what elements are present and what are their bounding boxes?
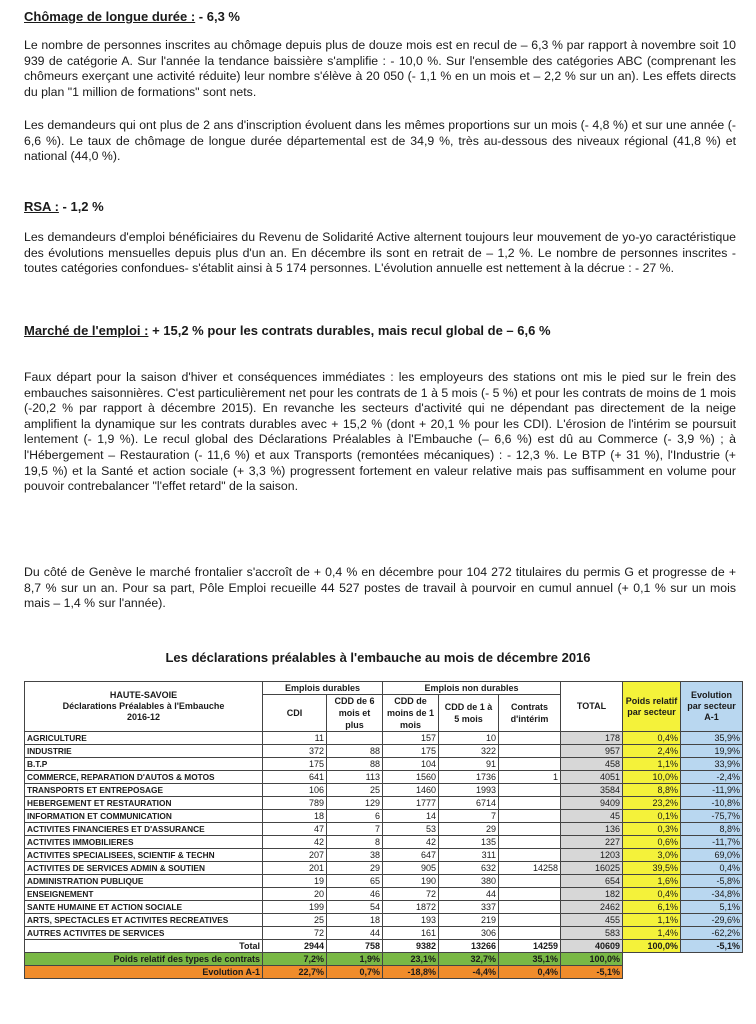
col-header-cdd15: CDD de 1 à 5 mois (439, 695, 499, 732)
table-row (25, 771, 743, 784)
table-row (25, 888, 743, 901)
sector-label: B.T.P (25, 758, 263, 771)
cell-interim (499, 784, 561, 797)
cell-evol: 33,9% (681, 758, 743, 771)
table-row (25, 836, 743, 849)
poids-row-label: Poids relatif des types de contrats (25, 953, 263, 966)
cell-cdi: 201 (263, 862, 327, 875)
empty-cell (623, 953, 681, 966)
cell-poids: 6,1% (623, 901, 681, 914)
cell-cdd1m: 190 (383, 875, 439, 888)
cell-cdd15: 1736 (439, 771, 499, 784)
sector-label: ARTS, SPECTACLES ET ACTIVITES RECREATIVES (25, 914, 263, 927)
section-value: - 6,3 % (195, 9, 240, 24)
col-header-cdi: CDI (263, 695, 327, 732)
cell-poids: 39,5% (623, 862, 681, 875)
section-title: Marché de l'emploi : (24, 323, 149, 338)
total-poids: 100,0% (623, 940, 681, 953)
corner-line: HAUTE-SAVOIE (109, 690, 178, 700)
cell-poids: 10,0% (623, 771, 681, 784)
cell-total: 1203 (561, 849, 623, 862)
cell-cdd6: 46 (327, 888, 383, 901)
sector-label: COMMERCE, REPARATION D'AUTOS & MOTOS (25, 771, 263, 784)
cell-cdi: 106 (263, 784, 327, 797)
cell-cdd1m: 1560 (383, 771, 439, 784)
cell-evol: 0,4% (681, 862, 743, 875)
cell-cdi: 20 (263, 888, 327, 901)
cell-total: 182 (561, 888, 623, 901)
evol-row-interim: 0,4% (499, 966, 561, 979)
cell-total: 654 (561, 875, 623, 888)
cell-cdd1m: 1872 (383, 901, 439, 914)
cell-cdd15: 10 (439, 732, 499, 745)
cell-cdi: 372 (263, 745, 327, 758)
poids-row-interim: 35,1% (499, 953, 561, 966)
cell-cdi: 207 (263, 849, 327, 862)
cell-cdd15: 219 (439, 914, 499, 927)
cell-cdd15: 44 (439, 888, 499, 901)
cell-cdd6: 129 (327, 797, 383, 810)
sector-label: INDUSTRIE (25, 745, 263, 758)
cell-cdi: 18 (263, 810, 327, 823)
poids-row-cdi: 7,2% (263, 953, 327, 966)
table-row (25, 810, 743, 823)
cell-evol: -11,9% (681, 784, 743, 797)
cell-cdd6: 6 (327, 810, 383, 823)
col-header-interim: Contrats d'intérim (499, 695, 561, 732)
table-row (25, 758, 743, 771)
sector-label: SANTE HUMAINE ET ACTION SOCIALE (25, 901, 263, 914)
corner-line: Déclarations Préalables à l'Embauche (62, 701, 225, 711)
cell-total: 583 (561, 927, 623, 940)
table-body (25, 732, 743, 940)
table-corner (25, 682, 263, 732)
cell-interim: 14258 (499, 862, 561, 875)
cell-interim (499, 810, 561, 823)
cell-total: 3584 (561, 784, 623, 797)
sector-label: ACTIVITES FINANCIERES ET D'ASSURANCE (25, 823, 263, 836)
paragraph: Le nombre de personnes inscrites au chômage depuis plus de douze mois est en recul de – 6,3 % par rapport à novembre soit 10 939 de catégorie A. Sur l'année la tendance baissière s'amplifie : - 10,0 %. Sur l'ensemble des catégories ABC (comprenant les chômeurs exerçant une activité réduite) leur nombre s'élève à 20 050 (- 1,1 % en un mois et – 2,2 % sur un an). Les effets directs du plan "1 million de formations" sont nets. (24, 38, 736, 99)
cell-poids: 8,8% (623, 784, 681, 797)
cell-evol: -75,7% (681, 810, 743, 823)
cell-evol: 19,9% (681, 745, 743, 758)
cell-cdd1m: 193 (383, 914, 439, 927)
empty-cell (681, 953, 743, 966)
section-heading-rsa (24, 198, 736, 216)
group-header-durables: Emplois durables (263, 682, 383, 695)
empty-cell (623, 966, 681, 979)
section-heading-marche (24, 322, 736, 340)
cell-total: 9409 (561, 797, 623, 810)
cell-evol: -5,8% (681, 875, 743, 888)
cell-interim (499, 758, 561, 771)
cell-total: 2462 (561, 901, 623, 914)
cell-total: 458 (561, 758, 623, 771)
cell-poids: 0,4% (623, 888, 681, 901)
table-row (25, 914, 743, 927)
table-title: Les déclarations préalables à l'embauche au mois de décembre 2016 (165, 650, 591, 665)
dpae-table (24, 681, 743, 979)
evol-row-cdd6: 0,7% (327, 966, 383, 979)
cell-cdd1m: 104 (383, 758, 439, 771)
cell-interim (499, 836, 561, 849)
cell-cdd1m: 1460 (383, 784, 439, 797)
cell-total: 957 (561, 745, 623, 758)
cell-interim (499, 732, 561, 745)
cell-cdi: 641 (263, 771, 327, 784)
total-cdd1m: 9382 (383, 940, 439, 953)
cell-total: 136 (561, 823, 623, 836)
evol-row-total: -5,1% (561, 966, 623, 979)
cell-interim (499, 849, 561, 862)
table-evolution-row (25, 966, 743, 979)
table-row (25, 784, 743, 797)
cell-interim (499, 914, 561, 927)
sector-label: INFORMATION ET COMMUNICATION (25, 810, 263, 823)
section-title: Chômage de longue durée : (24, 9, 196, 24)
col-header-cdd1m: CDD de moins de 1 mois (383, 695, 439, 732)
cell-total: 45 (561, 810, 623, 823)
table-row (25, 901, 743, 914)
table-row (25, 745, 743, 758)
cell-interim (499, 797, 561, 810)
total-cdd15: 13266 (439, 940, 499, 953)
cell-interim (499, 745, 561, 758)
cell-cdi: 789 (263, 797, 327, 810)
evol-row-cdi: 22,7% (263, 966, 327, 979)
cell-cdd1m: 161 (383, 927, 439, 940)
cell-poids: 0,4% (623, 732, 681, 745)
sector-label: TRANSPORTS ET ENTREPOSAGE (25, 784, 263, 797)
section-title: RSA : (24, 199, 59, 214)
col-header-total: TOTAL (561, 682, 623, 732)
table-row (25, 797, 743, 810)
total-total: 40609 (561, 940, 623, 953)
table-poids-contrats-row (25, 953, 743, 966)
section-heading-chomage (24, 8, 736, 26)
evol-row-label: Evolution A-1 (25, 966, 263, 979)
cell-cdd15: 91 (439, 758, 499, 771)
table-row (25, 875, 743, 888)
sector-label: AUTRES ACTIVITES DE SERVICES (25, 927, 263, 940)
paragraph: Du côté de Genève le marché frontalier s'accroît de + 0,4 % en décembre pour 104 272 titulaires du permis G et progresse de + 8,7 % sur un an. Pour sa part, Pôle Emploi recueille 44 527 postes de travail à pourvoir en cumul annuel (+ 0,1 % sur un mois mais – 1,4 % sur l'année). (24, 565, 736, 611)
col-header-poids: Poids relatif par secteur (623, 682, 681, 732)
cell-cdd6: 7 (327, 823, 383, 836)
cell-cdd1m: 647 (383, 849, 439, 862)
cell-poids: 1,1% (623, 758, 681, 771)
poids-row-cdd1m: 23,1% (383, 953, 439, 966)
sector-label: ADMINISTRATION PUBLIQUE (25, 875, 263, 888)
table-row (25, 849, 743, 862)
cell-evol: 5,1% (681, 901, 743, 914)
cell-cdi: 175 (263, 758, 327, 771)
cell-cdd1m: 42 (383, 836, 439, 849)
corner-line: 2016-12 (126, 712, 161, 722)
evol-row-cdd1m: -18,8% (383, 966, 439, 979)
cell-cdi: 199 (263, 901, 327, 914)
cell-evol: 35,9% (681, 732, 743, 745)
cell-cdd15: 306 (439, 927, 499, 940)
cell-total: 16025 (561, 862, 623, 875)
cell-interim (499, 888, 561, 901)
paragraph: Faux départ pour la saison d'hiver et conséquences immédiates : les employeurs des stations ont mis le pied sur le frein des embauches saisonnières. C'est particulièrement net pour les contrats de 1 à 5 mois (- 5 %) et pour les contrats de moins de 1 mois (-20,2 % par rapport à décembre 2015). En revanche les secteurs d'activité qui ne dépendant pas directement de la neige amplifient la dynamique sur les contrats durables avec + 15,2 % (dont + 20,1 % pour les CDI). L'érosion de l'intérim se poursuit lentement (- 1,9 %). Le recul global des Déclarations Préalables à l'Embauche (– 6,6 %) est dû au Commerce (- 3,9 %) ; à l'Hébergement – Restauration (- 11,6 %) et aux Transports (remontées mécaniques) : - 12,3 %. Le BTP (+ 31 %), l'Industrie (+ 19,5 %) et la Santé et action sociale (+ 3,3 %) progressent fortement en valeur relative mais pas suffisamment en volume pour pouvoir contrebalancer "l'effet retard" de la saison. (24, 370, 736, 494)
sector-label: ACTIVITES SPECIALISEES, SCIENTIF & TECHN (25, 849, 263, 862)
total-cdi: 2944 (263, 940, 327, 953)
cell-cdd1m: 905 (383, 862, 439, 875)
cell-cdd6: 113 (327, 771, 383, 784)
cell-cdd15: 29 (439, 823, 499, 836)
cell-total: 178 (561, 732, 623, 745)
col-header-cdd6: CDD de 6 mois et plus (327, 695, 383, 732)
poids-row-cdd6: 1,9% (327, 953, 383, 966)
cell-poids: 0,1% (623, 810, 681, 823)
total-cdd6: 758 (327, 940, 383, 953)
cell-cdd6: 18 (327, 914, 383, 927)
cell-poids: 2,4% (623, 745, 681, 758)
total-evol: -5,1% (681, 940, 743, 953)
paragraph: Les demandeurs d'emploi bénéficiaires du Revenu de Solidarité Active alternent toujours leur mouvement de yo-yo caractéristique des évolutions mensuelles depuis plus d'un an. En décembre ils sont en retrait de – 1,2 %. Le nombre de personnes inscrites -toutes catégories confondues- s'établit ainsi à 5 174 personnes. L'évolution annuelle est nettement à la décrue : - 27 %. (24, 230, 736, 276)
total-interim: 14259 (499, 940, 561, 953)
cell-cdi: 42 (263, 836, 327, 849)
cell-poids: 1,6% (623, 875, 681, 888)
sector-label: AGRICULTURE (25, 732, 263, 745)
cell-interim (499, 823, 561, 836)
sector-label: ACTIVITES DE SERVICES ADMIN & SOUTIEN (25, 862, 263, 875)
cell-cdd1m: 14 (383, 810, 439, 823)
cell-evol: -2,4% (681, 771, 743, 784)
cell-cdd6: 88 (327, 758, 383, 771)
cell-cdd6: 8 (327, 836, 383, 849)
cell-cdd6: 44 (327, 927, 383, 940)
cell-cdi: 47 (263, 823, 327, 836)
poids-row-cdd15: 32,7% (439, 953, 499, 966)
section-value: - 1,2 % (58, 199, 104, 214)
col-header-evolution: Evolution par secteur A-1 (681, 682, 743, 732)
cell-cdd1m: 175 (383, 745, 439, 758)
table-row (25, 927, 743, 940)
cell-interim: 1 (499, 771, 561, 784)
cell-cdd1m: 53 (383, 823, 439, 836)
sector-label: ACTIVITES IMMOBILIERES (25, 836, 263, 849)
cell-evol: 8,8% (681, 823, 743, 836)
cell-total: 227 (561, 836, 623, 849)
paragraph: Les demandeurs qui ont plus de 2 ans d'inscription évoluent dans les mêmes proportions sur un mois (- 4,8 %) et sur une année (- 6,6 %). Le taux de chômage de longue durée départemental est de 34,9 %, très au-dessous des niveaux régional (41,8 %) et national (44,0 %). (24, 118, 736, 164)
cell-total: 455 (561, 914, 623, 927)
cell-poids: 0,3% (623, 823, 681, 836)
cell-evol: -34,8% (681, 888, 743, 901)
cell-cdd15: 380 (439, 875, 499, 888)
cell-cdd6: 54 (327, 901, 383, 914)
cell-cdd1m: 72 (383, 888, 439, 901)
cell-cdd15: 322 (439, 745, 499, 758)
cell-evol: -29,6% (681, 914, 743, 927)
cell-total: 4051 (561, 771, 623, 784)
cell-evol: 69,0% (681, 849, 743, 862)
cell-evol: -11,7% (681, 836, 743, 849)
cell-cdd1m: 157 (383, 732, 439, 745)
table-row (25, 862, 743, 875)
sector-label: HEBERGEMENT ET RESTAURATION (25, 797, 263, 810)
evol-row-cdd15: -4,4% (439, 966, 499, 979)
cell-cdd15: 337 (439, 901, 499, 914)
cell-cdd15: 632 (439, 862, 499, 875)
empty-cell (681, 966, 743, 979)
cell-cdd15: 7 (439, 810, 499, 823)
cell-cdd6: 65 (327, 875, 383, 888)
cell-cdd6 (327, 732, 383, 745)
cell-poids: 1,4% (623, 927, 681, 940)
cell-interim (499, 901, 561, 914)
cell-evol: -62,2% (681, 927, 743, 940)
table-row (25, 823, 743, 836)
cell-evol: -10,8% (681, 797, 743, 810)
cell-cdd15: 311 (439, 849, 499, 862)
cell-interim (499, 875, 561, 888)
cell-interim (499, 927, 561, 940)
cell-cdd6: 88 (327, 745, 383, 758)
cell-cdi: 25 (263, 914, 327, 927)
cell-cdd6: 25 (327, 784, 383, 797)
cell-poids: 0,6% (623, 836, 681, 849)
sector-label: ENSEIGNEMENT (25, 888, 263, 901)
table-total-row (25, 940, 743, 953)
group-header-non-durables: Emplois non durables (383, 682, 561, 695)
cell-cdd15: 135 (439, 836, 499, 849)
cell-poids: 23,2% (623, 797, 681, 810)
cell-cdd15: 1993 (439, 784, 499, 797)
cell-cdi: 19 (263, 875, 327, 888)
cell-cdi: 72 (263, 927, 327, 940)
cell-cdd1m: 1777 (383, 797, 439, 810)
cell-poids: 1,1% (623, 914, 681, 927)
total-label: Total (25, 940, 263, 953)
table-row (25, 732, 743, 745)
cell-cdd6: 38 (327, 849, 383, 862)
cell-cdi: 11 (263, 732, 327, 745)
section-value: + 15,2 % pour les contrats durables, mais recul global de – 6,6 % (148, 323, 551, 338)
cell-cdd15: 6714 (439, 797, 499, 810)
cell-poids: 3,0% (623, 849, 681, 862)
cell-cdd6: 29 (327, 862, 383, 875)
poids-row-total: 100,0% (561, 953, 623, 966)
